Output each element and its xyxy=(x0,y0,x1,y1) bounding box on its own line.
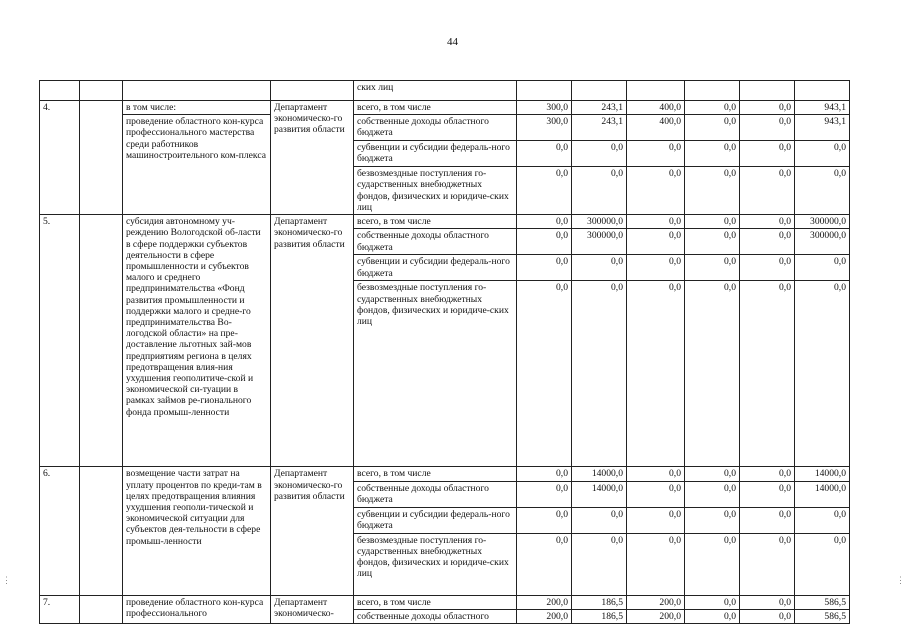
value-cell: 0,0 xyxy=(685,229,740,255)
value-cell: 0,0 xyxy=(685,215,740,229)
value-cell: 0,0 xyxy=(740,481,795,507)
value-cell: 300,0 xyxy=(517,101,572,115)
value-cell: 300000,0 xyxy=(795,215,850,229)
table-row xyxy=(40,115,850,141)
value-cell: 0,0 xyxy=(517,481,572,507)
item-description: возмещение части затрат на уплату процентов по креди-там в целях предотвращения влияния ухудшения геополи-тической и экономической ситуации для субъектов дея-тельности в сфере промыш-ленности xyxy=(123,467,271,595)
value-cell: 0,0 xyxy=(627,281,685,467)
value-cell: 0,0 xyxy=(685,481,740,507)
value-cell: 0,0 xyxy=(517,467,572,481)
source-cell: собственные доходы областного бюджета xyxy=(354,229,517,255)
value-cell: 14000,0 xyxy=(572,481,627,507)
value-cell: 0,0 xyxy=(795,167,850,215)
cell xyxy=(271,81,354,101)
value-cell: 0,0 xyxy=(740,467,795,481)
source-cell: безвозмездные поступления го-сударственных внебюджетных фондов, физических и юридиче-ских лиц xyxy=(354,533,517,595)
value-cell: 0,0 xyxy=(740,229,795,255)
value-cell: 0,0 xyxy=(740,215,795,229)
value-cell: 300000,0 xyxy=(572,229,627,255)
value-cell: 200,0 xyxy=(517,609,572,623)
value-cell: 0,0 xyxy=(685,595,740,609)
page-number: 44 xyxy=(447,36,458,48)
responsible-dept: Департамент экономическо-го развития области xyxy=(271,101,354,215)
value-cell: 0,0 xyxy=(572,507,627,533)
value-cell: 0,0 xyxy=(740,609,795,623)
value-cell: 0,0 xyxy=(740,167,795,215)
cell xyxy=(80,81,123,101)
responsible-dept: Департамент экономическо- xyxy=(271,595,354,623)
value-cell: 0,0 xyxy=(740,141,795,167)
value-cell: 0,0 xyxy=(517,167,572,215)
value-cell: 0,0 xyxy=(795,533,850,595)
value-cell: 243,1 xyxy=(572,115,627,141)
value-cell: 0,0 xyxy=(627,507,685,533)
row-number: 5. xyxy=(40,215,80,467)
row-number: 7. xyxy=(40,595,80,623)
value-cell: 400,0 xyxy=(627,101,685,115)
value-cell: 0,0 xyxy=(740,533,795,595)
source-cell: всего, в том числе xyxy=(354,215,517,229)
source-cell: всего, в том числе xyxy=(354,595,517,609)
source-cell: собственные доходы областного xyxy=(354,609,517,623)
source-cell: субвенции и субсидии федераль-ного бюджета xyxy=(354,141,517,167)
cell xyxy=(517,81,572,101)
scan-edge-mark: ⋮ xyxy=(2,575,11,585)
value-cell: 0,0 xyxy=(740,115,795,141)
value-cell: 0,0 xyxy=(572,255,627,281)
value-cell: 0,0 xyxy=(517,255,572,281)
value-cell: 0,0 xyxy=(572,533,627,595)
value-cell: 0,0 xyxy=(740,255,795,281)
cell xyxy=(80,101,123,215)
value-cell: 0,0 xyxy=(572,167,627,215)
source-cell: собственные доходы областного бюджета xyxy=(354,115,517,141)
value-cell: 300000,0 xyxy=(572,215,627,229)
value-cell: 0,0 xyxy=(740,281,795,467)
value-cell: 586,5 xyxy=(795,595,850,609)
value-cell: 0,0 xyxy=(795,141,850,167)
value-cell: 0,0 xyxy=(627,467,685,481)
value-cell: 186,5 xyxy=(572,595,627,609)
source-cell: собственные доходы областного бюджета xyxy=(354,481,517,507)
responsible-dept: Департамент экономическо-го развития области xyxy=(271,215,354,467)
cell xyxy=(80,595,123,623)
value-cell: 0,0 xyxy=(572,281,627,467)
cell xyxy=(80,467,123,595)
item-title: в том числе: xyxy=(123,101,271,115)
value-cell: 14000,0 xyxy=(795,481,850,507)
source-cell: всего, в том числе xyxy=(354,101,517,115)
value-cell: 0,0 xyxy=(517,281,572,467)
source-cell: безвозмездные поступления го-сударственных внебюджетных фондов, физических и юридиче-ских лиц xyxy=(354,281,517,467)
value-cell: 0,0 xyxy=(517,141,572,167)
cell xyxy=(40,81,80,101)
value-cell: 300000,0 xyxy=(795,229,850,255)
source-cell: ских лиц xyxy=(354,81,517,101)
value-cell: 0,0 xyxy=(685,115,740,141)
value-cell: 0,0 xyxy=(627,167,685,215)
value-cell: 0,0 xyxy=(517,215,572,229)
table-row xyxy=(40,101,850,115)
cell xyxy=(572,81,627,101)
value-cell: 200,0 xyxy=(627,595,685,609)
cell xyxy=(627,81,685,101)
value-cell: 0,0 xyxy=(685,141,740,167)
value-cell: 0,0 xyxy=(627,215,685,229)
value-cell: 0,0 xyxy=(627,229,685,255)
value-cell: 0,0 xyxy=(795,255,850,281)
cell xyxy=(740,81,795,101)
value-cell: 14000,0 xyxy=(795,467,850,481)
value-cell: 0,0 xyxy=(740,101,795,115)
value-cell: 0,0 xyxy=(740,595,795,609)
value-cell: 0,0 xyxy=(627,255,685,281)
value-cell: 0,0 xyxy=(517,229,572,255)
source-cell: субвенции и субсидии федераль-ного бюджета xyxy=(354,255,517,281)
value-cell: 0,0 xyxy=(627,141,685,167)
cell xyxy=(123,81,271,101)
table-row xyxy=(40,215,850,229)
value-cell: 0,0 xyxy=(795,281,850,467)
item-description: субсидия автономному уч-реждению Вологодской об-ласти в сфере поддержки субъектов деятельности в сфере промышленности и субъектов малого и среднего предпринимательства «Фонд развития промышленности и поддержки малого и средне-го предпринимательства Во-логодской области» на пре-доставление льготных зай-мов предприятиям региона в целях предотвращения влия-ния ухудшения геополитиче-ской и экономической си-туации в рамках займов ре-гионального фонда промыш-ленности xyxy=(123,215,271,467)
value-cell: 0,0 xyxy=(685,167,740,215)
cell xyxy=(685,81,740,101)
value-cell: 943,1 xyxy=(795,101,850,115)
value-cell: 400,0 xyxy=(627,115,685,141)
value-cell: 200,0 xyxy=(627,609,685,623)
value-cell: 243,1 xyxy=(572,101,627,115)
item-description: проведение областного кон-курса профессионального мастерства среди работников машиностроительного ком-плекса xyxy=(123,115,271,215)
table-row xyxy=(40,81,850,101)
value-cell: 14000,0 xyxy=(572,467,627,481)
table-row xyxy=(40,595,850,609)
value-cell: 0,0 xyxy=(685,533,740,595)
value-cell: 0,0 xyxy=(517,507,572,533)
value-cell: 0,0 xyxy=(685,281,740,467)
value-cell: 0,0 xyxy=(740,507,795,533)
value-cell: 300,0 xyxy=(517,115,572,141)
scan-edge-mark: ⋮ xyxy=(896,575,905,585)
value-cell: 0,0 xyxy=(572,141,627,167)
value-cell: 0,0 xyxy=(685,507,740,533)
table-row xyxy=(40,467,850,481)
value-cell: 943,1 xyxy=(795,115,850,141)
cell xyxy=(795,81,850,101)
row-number: 4. xyxy=(40,101,80,215)
value-cell: 0,0 xyxy=(685,101,740,115)
value-cell: 0,0 xyxy=(627,533,685,595)
value-cell: 0,0 xyxy=(685,609,740,623)
source-cell: безвозмездные поступления го-сударственных внебюджетных фондов, физических и юридиче-ских лиц xyxy=(354,167,517,215)
value-cell: 0,0 xyxy=(627,481,685,507)
cell xyxy=(80,215,123,467)
value-cell: 0,0 xyxy=(517,533,572,595)
value-cell: 586,5 xyxy=(795,609,850,623)
responsible-dept: Департамент экономическо-го развития области xyxy=(271,467,354,595)
value-cell: 0,0 xyxy=(795,507,850,533)
source-cell: субвенции и субсидии федераль-ного бюджета xyxy=(354,507,517,533)
item-description: проведение областного кон-курса профессионального xyxy=(123,595,271,623)
budget-table xyxy=(39,80,850,624)
value-cell: 0,0 xyxy=(685,467,740,481)
value-cell: 186,5 xyxy=(572,609,627,623)
row-number: 6. xyxy=(40,467,80,595)
value-cell: 0,0 xyxy=(685,255,740,281)
value-cell: 200,0 xyxy=(517,595,572,609)
source-cell: всего, в том числе xyxy=(354,467,517,481)
